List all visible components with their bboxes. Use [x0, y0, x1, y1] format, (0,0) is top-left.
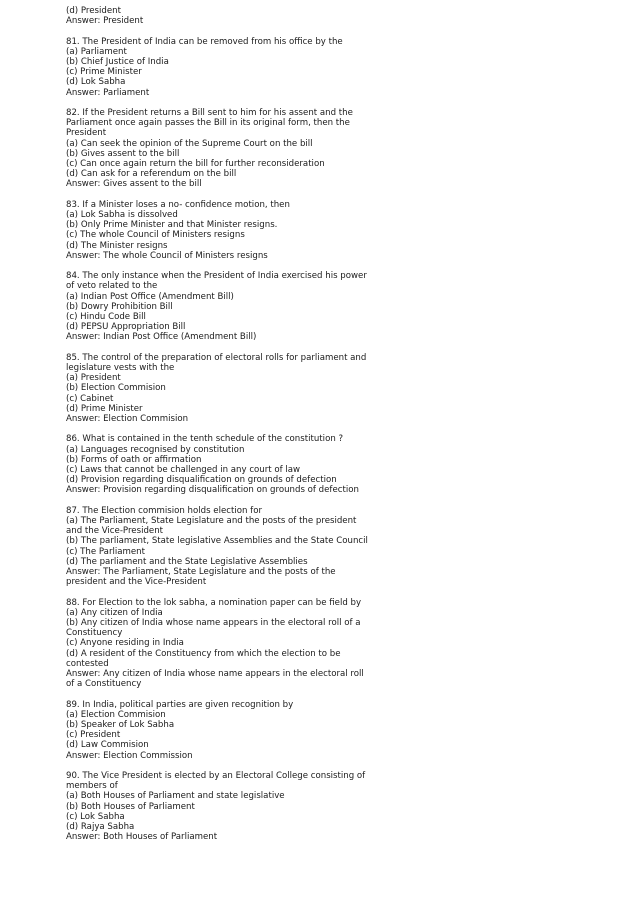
answer-text: Answer: President — [66, 16, 144, 27]
option-text: (b) Gives assent to the bill — [66, 148, 180, 159]
answer-text: Answer: Indian Post Office (Amendment Bill) — [66, 332, 257, 343]
answer-text: Answer: Election Commission — [66, 750, 193, 761]
question-text: 89. In India, political parties are given recognition by — [66, 699, 294, 710]
option-text: (c) Anyone residing in India — [66, 638, 184, 649]
answer-text: Answer: Election Commision — [66, 414, 189, 425]
option-text: (d) PEPSU Appropriation Bill — [66, 322, 186, 333]
option-text: (a) Indian Post Office (Amendment Bill) — [66, 291, 234, 302]
option-text: (b) Forms of oath or affirmation — [66, 454, 202, 465]
option-text: (c) Lok Sabha — [66, 811, 125, 822]
answer-text: Answer: The Parliament, State Legislature and the posts of the — [66, 567, 336, 578]
option-text: (d) Provision regarding disqualification on grounds of defection — [66, 475, 337, 486]
question-text: 84. The only instance when the President of India exercised his power — [66, 271, 367, 282]
option-text: (d) A resident of the Constituency from which the election to be — [66, 648, 341, 659]
question-text: 83. If a Minister loses a no- confidence motion, then — [66, 199, 290, 210]
blank-line — [66, 496, 396, 506]
text-line: and the Vice-President — [66, 526, 164, 537]
question-text: 81. The President of India can be removed from his office by the — [66, 36, 343, 47]
option-text: (d) Rajya Sabha — [66, 822, 135, 833]
option-text: (c) Cabinet — [66, 393, 114, 404]
document-text — [66, 6, 396, 843]
question-text: 90. The Vice President is elected by an Electoral College consisting of — [66, 771, 366, 782]
blank-line — [66, 689, 396, 699]
question-text: 88. For Election to the lok sabha, a nomination paper can be field by — [66, 597, 362, 608]
answer-text: Answer: The whole Council of Ministers resigns — [66, 250, 268, 261]
option-text: (b) Chief Justice of India — [66, 57, 169, 67]
text-line: Parliament once again passes the Bill in its original form, then the — [66, 118, 350, 129]
text-line: president and the Vice-President — [66, 577, 207, 588]
option-text: (d) Prime Minister — [66, 403, 143, 414]
option-text: (a) Languages recognised by constitution — [66, 444, 245, 455]
answer-text: Answer: Gives assent to the bill — [66, 179, 202, 190]
text-line: contested — [66, 658, 109, 669]
question-text: 86. What is contained in the tenth schedule of the constitution ? — [66, 434, 344, 445]
text-line: of veto related to the — [66, 281, 158, 292]
option-text: (a) Can seek the opinion of the Supreme Court on the bill — [66, 138, 313, 149]
text-line: President — [66, 128, 107, 139]
text-line: Constituency — [66, 628, 123, 639]
option-text: (a) Election Commision — [66, 709, 166, 720]
text-line: of a Constituency — [66, 679, 142, 690]
option-text: (b) Only Prime Minister and that Minister resigns. — [66, 220, 278, 231]
text-line: legislature vests with the — [66, 363, 175, 374]
blank-line — [66, 343, 396, 353]
option-text: (d) Law Commision — [66, 740, 149, 751]
blank-line — [66, 587, 396, 597]
option-text: (b) Any citizen of India whose name appears in the electoral roll of a — [66, 618, 361, 629]
option-text: (c) Laws that cannot be challenged in any court of law — [66, 465, 301, 476]
blank-line — [66, 98, 396, 108]
question-text: 87. The Election commision holds election for — [66, 505, 263, 516]
option-text: (a) The Parliament, State Legislature and the posts of the president — [66, 516, 357, 527]
question-text: 85. The control of the preparation of electoral rolls for parliament and — [66, 352, 367, 363]
answer-text: Answer: Provision regarding disqualification on grounds of defection — [66, 485, 359, 496]
blank-line — [66, 190, 396, 200]
option-text: (b) Speaker of Lok Sabha — [66, 720, 175, 731]
option-text: (d) Can ask for a referendum on the bill — [66, 169, 237, 180]
option-text: (a) Lok Sabha is dissolved — [66, 210, 178, 221]
option-text: (c) The Parliament — [66, 546, 145, 557]
option-text: (d) President — [66, 6, 121, 16]
blank-line — [66, 261, 396, 271]
option-text: (c) Hindu Code Bill — [66, 312, 146, 323]
answer-text: Answer: Both Houses of Parliament — [66, 832, 218, 843]
option-text: (d) The parliament and the State Legislative Assemblies — [66, 556, 308, 567]
option-text: (c) Prime Minister — [66, 67, 142, 78]
blank-line — [66, 761, 396, 771]
option-text: (c) President — [66, 730, 121, 741]
option-text: (a) Both Houses of Parliament and state legislative — [66, 791, 285, 802]
option-text: (b) Both Houses of Parliament — [66, 801, 195, 812]
option-text: (d) Lok Sabha — [66, 77, 126, 88]
answer-text: Answer: Parliament — [66, 87, 150, 98]
option-text: (a) President — [66, 373, 121, 384]
text-line: members of — [66, 781, 118, 792]
option-text: (a) Parliament — [66, 46, 127, 57]
option-text: (a) Any citizen of India — [66, 607, 163, 618]
option-text: (c) Can once again return the bill for further reconsideration — [66, 159, 325, 170]
blank-line — [66, 424, 396, 434]
option-text: (b) Dowry Prohibition Bill — [66, 301, 173, 312]
option-text: (b) The parliament, State legislative Assemblies and the State Council — [66, 536, 368, 547]
option-text: (d) The Minister resigns — [66, 240, 168, 251]
question-text: 82. If the President returns a Bill sent to him for his assent and the — [66, 108, 353, 118]
blank-line — [66, 26, 396, 36]
option-text: (c) The whole Council of Ministers resigns — [66, 230, 245, 241]
option-text: (b) Election Commision — [66, 383, 166, 394]
answer-text: Answer: Any citizen of India whose name appears in the electoral roll — [66, 669, 364, 680]
